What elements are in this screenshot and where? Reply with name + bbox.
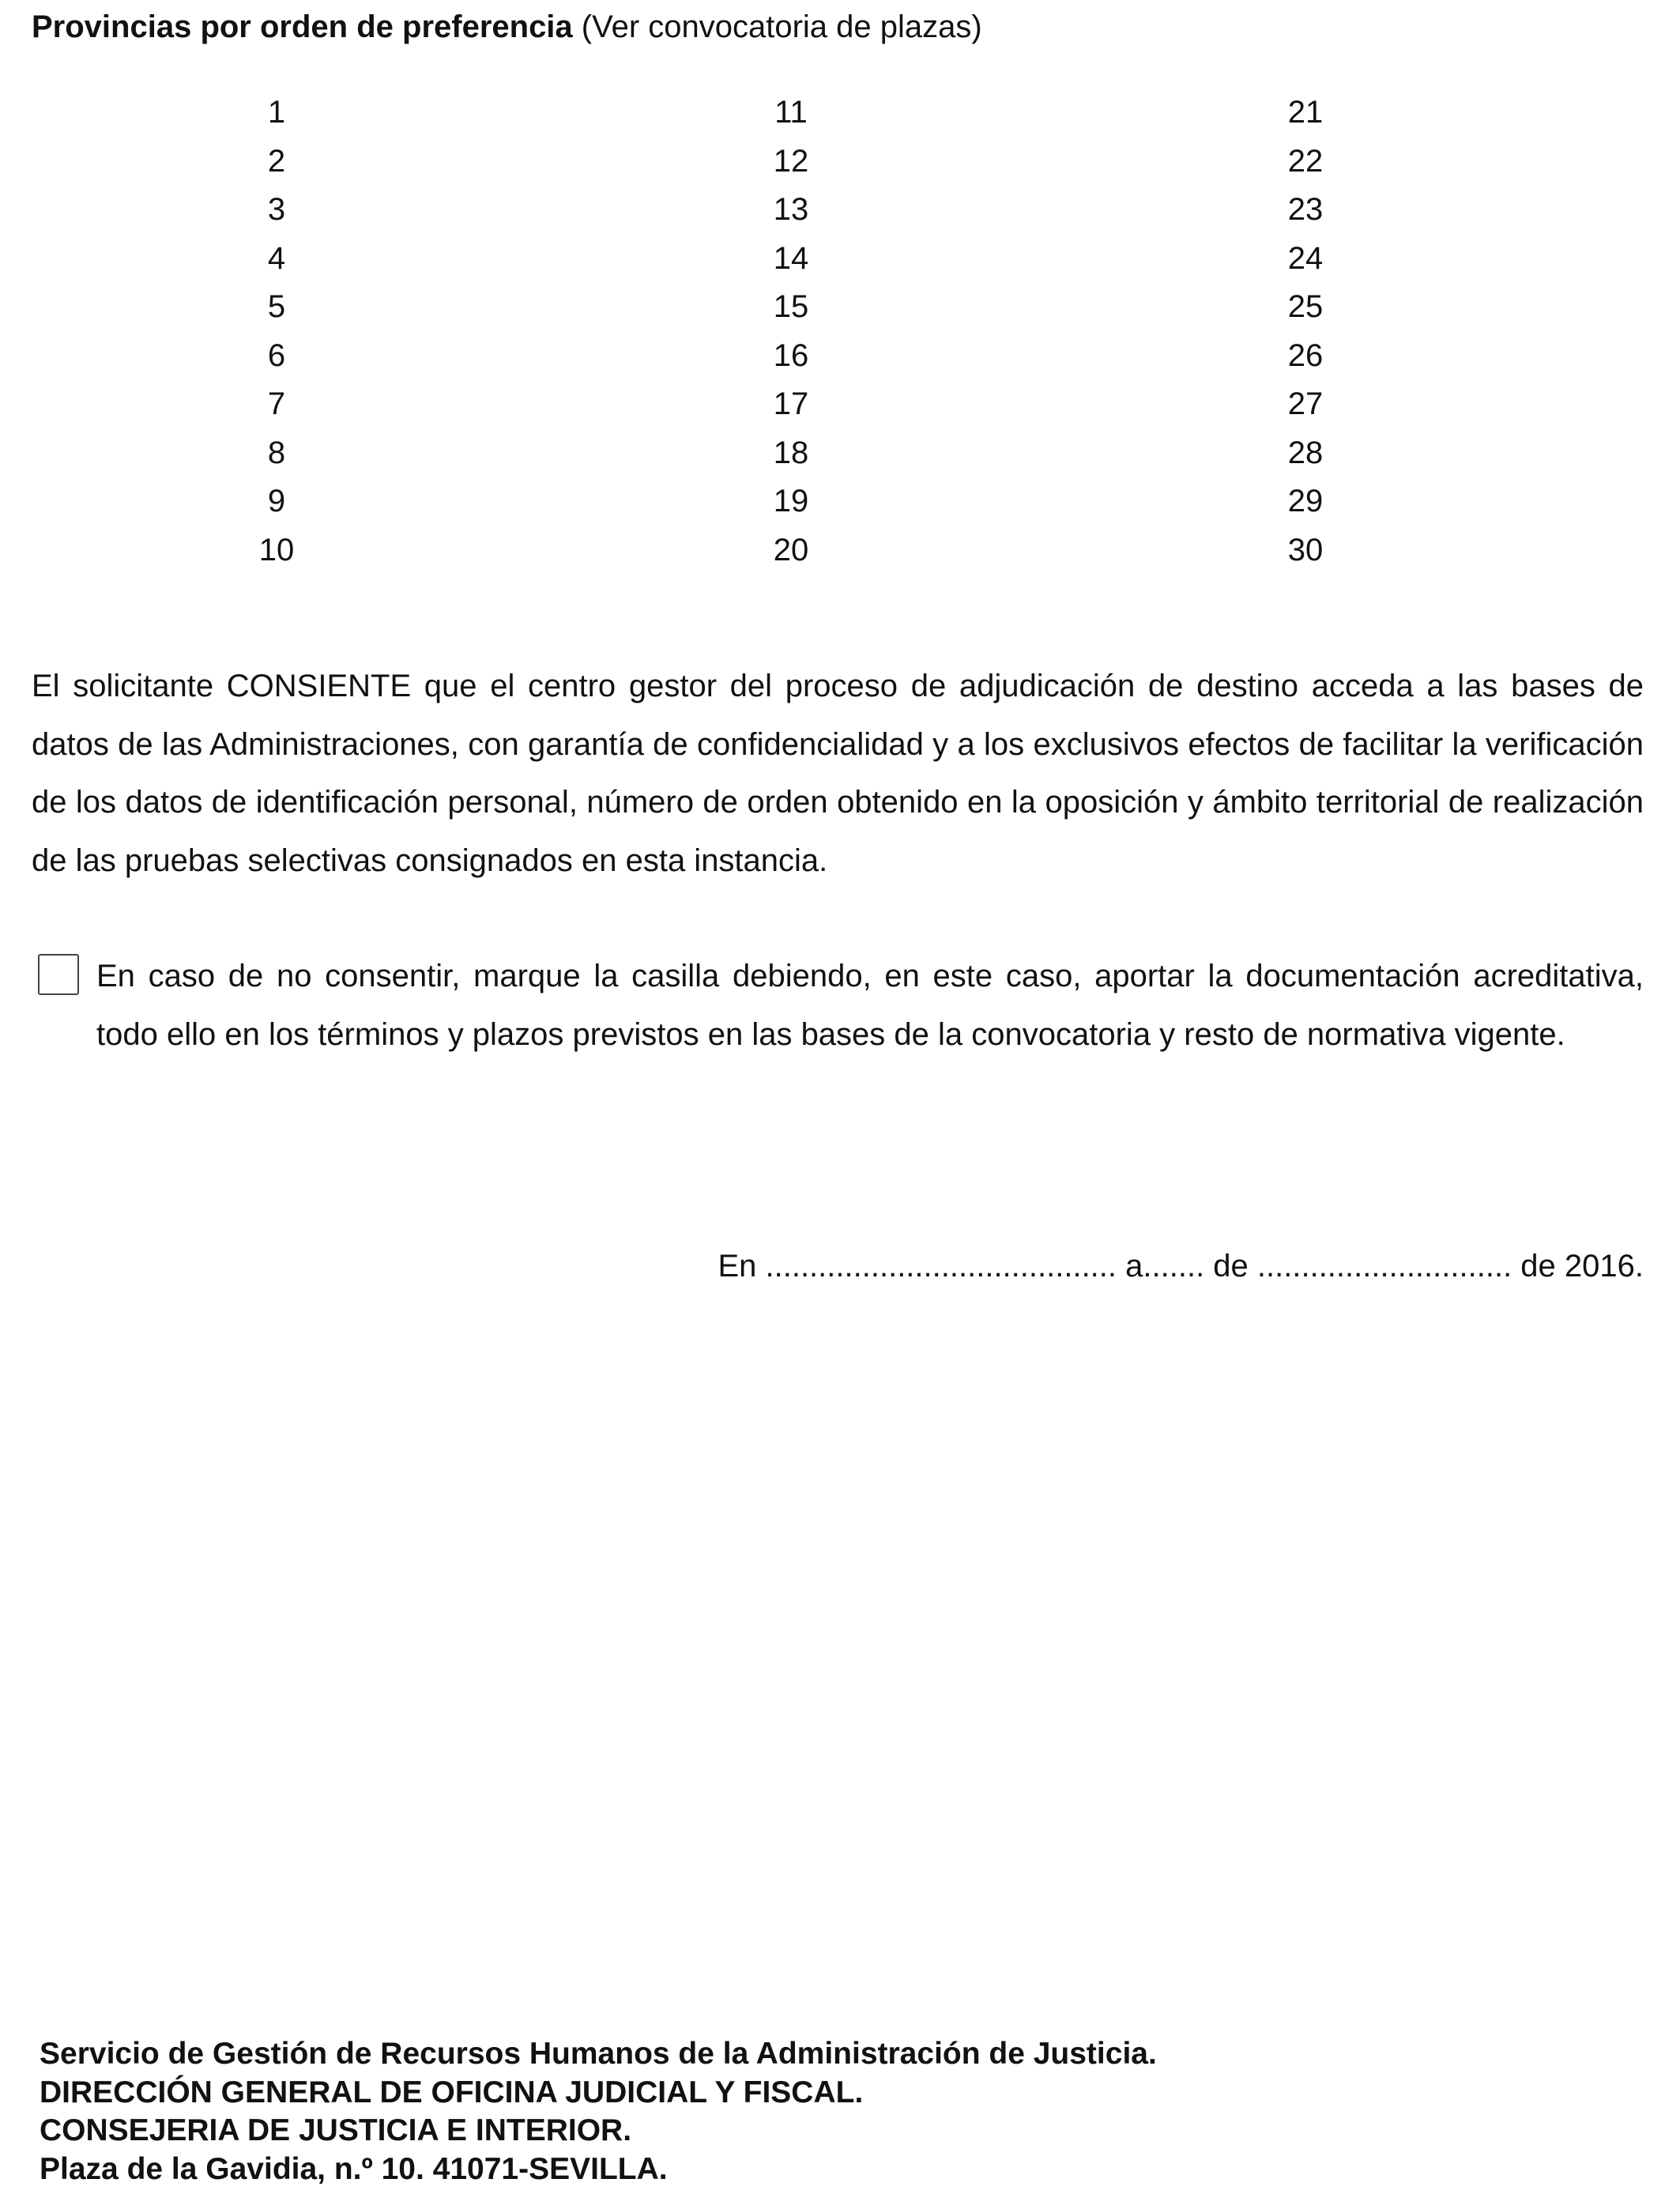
preference-number-grid [0, 89, 1680, 579]
preference-number: 12 [773, 143, 809, 179]
preference-number: 13 [773, 192, 809, 227]
place-date-line: En ........................................ a....... de ............................. de 2016. [718, 1249, 1644, 1284]
preference-number: 5 [267, 289, 286, 324]
preference-number: 15 [773, 289, 809, 324]
preference-number: 6 [267, 337, 286, 373]
preference-number: 1 [267, 95, 286, 130]
not-consent-paragraph: En caso de no consentir, marque la casilla debiendo, en este caso, aportar la documentación acreditativa, todo ello en los términos y plazos previstos en las bases de la convocatoria y resto de normativa vigente. [96, 959, 1644, 1052]
preference-number: 30 [1287, 532, 1324, 567]
preference-number: 27 [1287, 386, 1324, 421]
footer-line-service: Servicio de Gestión de Recursos Humanos de la Administración de Justicia. [40, 2037, 1157, 2071]
preference-number: 16 [773, 337, 809, 373]
preference-number: 8 [267, 435, 286, 470]
preference-number: 11 [774, 95, 808, 130]
preference-number: 18 [773, 435, 809, 470]
preference-column-3 [1226, 89, 1384, 575]
heading-note: (Ver convocatoria de plazas) [572, 9, 982, 44]
preference-number: 29 [1287, 484, 1324, 518]
consent-paragraph: El solicitante CONSIENTE que el centro gestor del proceso de adjudicación de destino acceda a las bases de datos de las Administraciones, con garantía de confidencialidad y a los exclusivos efectos de facilitar la verificación de los datos de identificación personal, número de orden obtenido en la oposición y ámbito territorial de realización de las pruebas selectivas consignados en esta instancia. [32, 669, 1644, 878]
preference-column-2 [712, 89, 870, 575]
preference-number: 19 [773, 484, 809, 518]
not-consent-checkbox[interactable] [38, 954, 79, 995]
preference-number: 4 [267, 240, 286, 276]
preference-number: 10 [258, 532, 295, 567]
preference-number: 2 [267, 143, 286, 179]
preference-number: 14 [773, 240, 809, 276]
preference-number: 28 [1287, 435, 1324, 470]
heading-title: Provincias por orden de preferencia [32, 9, 573, 44]
section-heading [32, 6, 982, 47]
preference-number: 25 [1287, 289, 1324, 324]
preference-number: 7 [267, 386, 286, 421]
footer-address-block [40, 2035, 1157, 2188]
preference-number: 23 [1287, 192, 1324, 227]
preference-number: 9 [267, 484, 286, 518]
preference-column-1 [198, 89, 356, 575]
preference-number: 17 [773, 386, 809, 421]
preference-number: 20 [773, 532, 809, 567]
preference-number: 3 [267, 192, 286, 227]
footer-line-directorate: DIRECCIÓN GENERAL DE OFICINA JUDICIAL Y FISCAL. [40, 2075, 864, 2109]
preference-number: 26 [1287, 337, 1324, 373]
preference-number: 22 [1287, 143, 1324, 179]
preference-number: 21 [1287, 95, 1324, 130]
footer-line-address: Plaza de la Gavidia, n.º 10. 41071-SEVILLA. [40, 2151, 668, 2186]
footer-line-ministry: CONSEJERIA DE JUSTICIA E INTERIOR. [40, 2113, 632, 2147]
preference-number: 24 [1287, 240, 1324, 276]
